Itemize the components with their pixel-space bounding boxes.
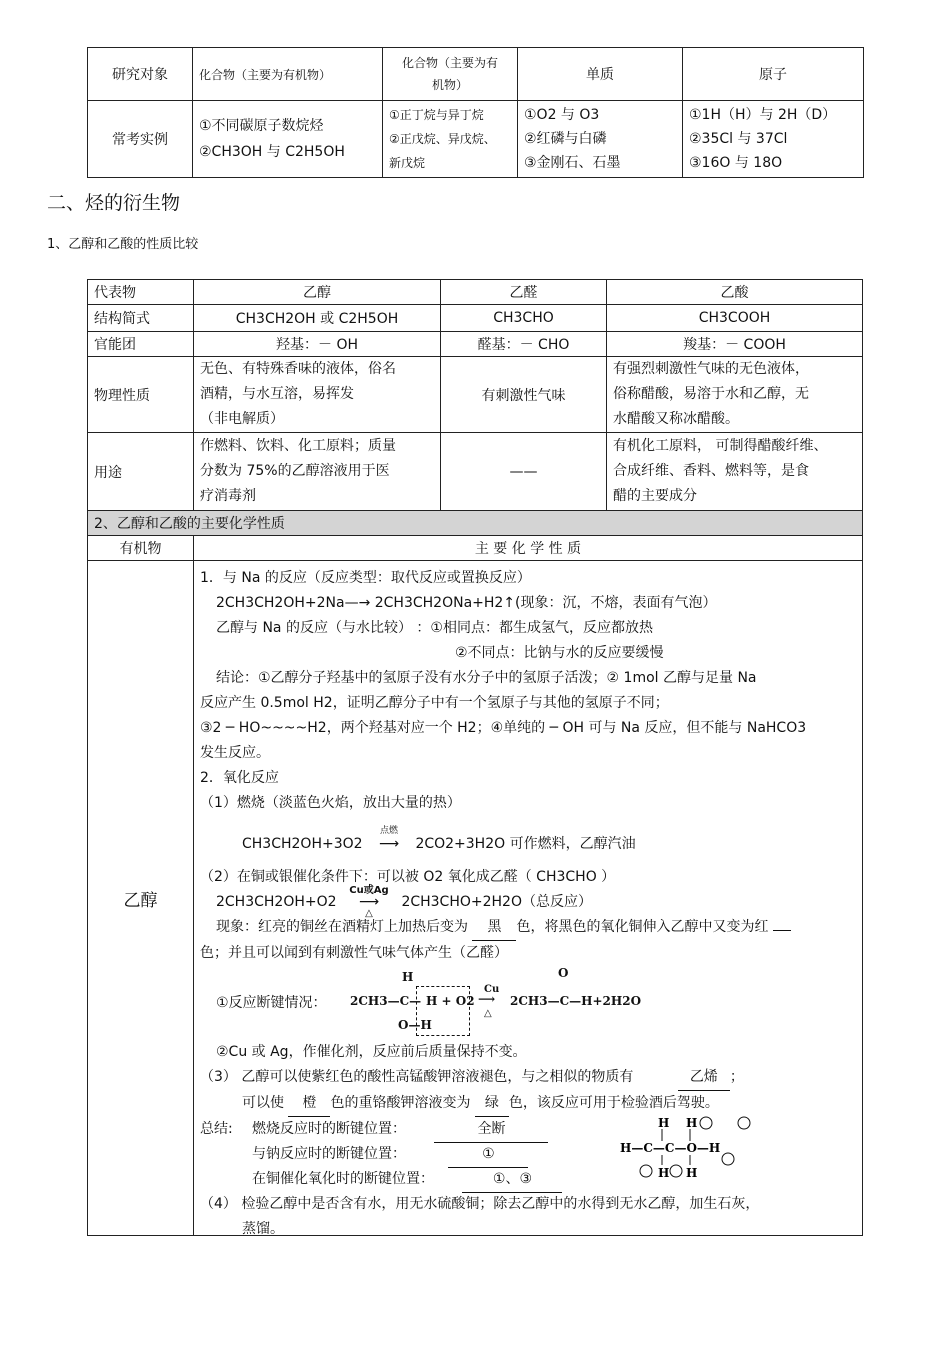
atom: H—C—C—O—H [620, 1141, 721, 1155]
text-line [200, 1065, 860, 1091]
text-line: ②不同点：比钠与水的反应要缓慢 [455, 645, 664, 661]
cell: CH3CHO [441, 305, 607, 332]
atom: H [686, 1116, 698, 1130]
text: CH3CH2OH+3O2 [242, 836, 363, 852]
text: ②35Cl 与 37Cl [689, 131, 788, 147]
comparison-table [87, 47, 864, 178]
text: H + O2 [426, 994, 475, 1008]
combustion-equation [200, 826, 860, 857]
text: 俗称醋酸，易溶于水和乙醇，无 [613, 386, 809, 402]
reaction-arrow [367, 826, 411, 857]
cell [383, 101, 518, 178]
subsection-title: 1、乙醇和乙酸的性质比较 [47, 237, 199, 252]
blank-answer: 绿 [475, 1091, 509, 1117]
text: 醋的主要成分 [613, 488, 697, 504]
row-label: 官能团 [88, 332, 194, 357]
section-row: 2、乙醇和乙酸的主要化学性质 [88, 511, 863, 536]
arrow-icon: ⟶ [378, 836, 400, 852]
text: 2CH3—C—H+2H2O [510, 994, 642, 1008]
text: 合成纤维、香料、燃料等，是食 [613, 463, 809, 479]
text: ②CH3OH 与 C2H5OH [199, 144, 345, 160]
text-line: 2．氧化反应 [200, 770, 279, 786]
text-line: （2）在铜或银催化条件下：可以被 O2 氧化成乙醛（ CH3CHO ） [200, 869, 616, 885]
cell: 有刺激性气味 [441, 357, 607, 433]
text-line: 1．与 Na 的反应（反应类型：取代反应或置换反应） [200, 570, 531, 586]
cell: 原子 [683, 48, 864, 101]
header-cell: 有机物 [88, 536, 194, 561]
text-line [252, 1142, 528, 1168]
blank-answer: 乙烯 [678, 1065, 730, 1091]
text: ①O2 与 O3 [524, 107, 600, 123]
text: 分数为 75%的乙醇溶液用于医 [200, 463, 390, 479]
oxidation-equation [200, 885, 860, 919]
blank-answer: ① [448, 1142, 528, 1168]
row-label: 结构简式 [88, 305, 194, 332]
text-line: ②Cu 或 Ag，作催化剂，反应前后质量保持不变。 [216, 1044, 527, 1060]
text: 机物） [431, 78, 468, 92]
text: （3） 乙醇可以使紫红色的酸性高锰酸钾溶液褪色，与之相似的物质有 [200, 1069, 634, 1085]
blank-answer: 橙 [288, 1091, 330, 1117]
text: 疗消毒剂 [200, 488, 256, 504]
atom: H [658, 1166, 670, 1179]
cell [607, 433, 863, 511]
text-line: 2CH3CH2OH+2Na—→ 2CH3CH2ONa+H2↑(现象：沉，不熔，表面有气泡） [216, 595, 717, 611]
text-line [252, 1117, 548, 1143]
text: O [558, 966, 569, 980]
cell: 化合物（主要为有机物） [193, 48, 383, 101]
cell [194, 357, 441, 433]
organic-label: 乙醇 [88, 561, 194, 1236]
text-line: 蒸馏。 [242, 1221, 284, 1237]
text: 2CH3—C— [350, 994, 422, 1008]
section-title: 二、烃的衍生物 [47, 192, 181, 214]
blank-answer [773, 930, 791, 931]
header-cell: 代表物 [88, 280, 194, 305]
bond-break-diagram [350, 966, 650, 1040]
text: 有机化工原料， 可制得醋酸纤维、 [613, 438, 828, 454]
cell: CH3CH2OH 或 C2H5OH [194, 305, 441, 332]
row-label: 物理性质 [88, 357, 194, 433]
bond-number-1 [738, 1117, 750, 1129]
text: ①正丁烷与异丁烷 [389, 108, 484, 122]
atom: H [686, 1166, 698, 1179]
text: 化合物（主要为有 [401, 56, 498, 70]
text: 色，将黑色的氧化铜伸入乙醇中又变为红 [516, 919, 769, 935]
mechanism-row [200, 966, 860, 1040]
text: ②正戊烷、异戊烷、 [389, 132, 496, 146]
ethanol-content [200, 566, 860, 1242]
text: 2CO2+3H2O 可作燃料，乙醇汽油 [415, 836, 636, 852]
blank-answer: 全断 [434, 1117, 548, 1143]
cell: 醛基：－ CHO [441, 332, 607, 357]
cell: 羧基：－ COOH [607, 332, 863, 357]
cell [683, 101, 864, 178]
text: 现象：红亮的铜丝在酒精灯上加热后变为 [216, 919, 468, 935]
text-line [200, 1091, 860, 1117]
text: 在铜催化氧化时的断键位置： [252, 1171, 434, 1187]
text-line: ③2 ─ HO~~~~H2，两个羟基对应一个 H2；④单纯的 ─ OH 可与 Na 反应，但不能与 NaHCO3 [200, 720, 807, 736]
cell [518, 101, 683, 178]
text: 无色、有特殊香味的液体，俗名 [200, 361, 396, 377]
text: 有强烈刺激性气味的无色液体， [613, 361, 809, 377]
summary-label: 总结: [200, 1121, 233, 1137]
blank-answer: ①、③ [462, 1167, 562, 1193]
text: 水醋酸又称冰醋酸。 [613, 411, 739, 427]
text: ①1H（H）与 2H（D） [689, 107, 837, 123]
header-cell: 主 要 化 学 性 质 [194, 536, 863, 561]
bond-number-4 [670, 1165, 682, 1177]
text: ①反应断键情况： [216, 995, 327, 1011]
text-line: 色；并且可以闻到有刺激性气味气体产生（乙醛） [200, 945, 508, 961]
text: 色的重铬酸钾溶液变为 [330, 1095, 471, 1111]
text: 作燃料、饮料、化工原料；质量 [200, 438, 396, 454]
text: 燃烧反应时的断键位置： [252, 1121, 406, 1137]
header-cell: 乙醛 [441, 280, 607, 305]
row-label: 常考实例 [88, 101, 193, 178]
text: ③16O 与 18O [689, 155, 783, 171]
bond-number-5 [640, 1165, 652, 1177]
text: 可以使 [242, 1095, 284, 1111]
row-label: 研究对象 [88, 48, 193, 101]
text: ； [729, 1069, 744, 1085]
header-cell: 乙醇 [194, 280, 441, 305]
condition: Cu [484, 984, 500, 995]
text-line [252, 1167, 562, 1193]
atom: H [658, 1116, 670, 1130]
text: 2CH3CH2OH+O2 [216, 894, 337, 910]
condition: △ [365, 908, 373, 919]
blank-answer: 黑 [472, 915, 516, 941]
cell: 单质 [518, 48, 683, 101]
text: 与钠反应时的断键位置： [252, 1146, 406, 1162]
arrow-icon: ⟶ [358, 894, 380, 910]
text-line: 发生反应。 [200, 745, 270, 761]
text: H [402, 970, 414, 984]
text: （非电解质） [200, 411, 284, 427]
header-cell: 乙酸 [607, 280, 863, 305]
arrow-icon: ⟶ [478, 992, 496, 1006]
ethanol-structure-diagram [620, 1115, 770, 1179]
text: 2CH3CHO+2H2O（总反应） [401, 894, 592, 910]
condition: △ [484, 1008, 492, 1019]
cell [383, 48, 518, 101]
text-line: 乙醇与 Na 的反应（与水比较） ：①相同点：都生成氢气，反应都放热 [216, 620, 653, 636]
cell [194, 433, 441, 511]
cell: CH3COOH [607, 305, 863, 332]
cell [607, 357, 863, 433]
text: ③金刚石、石墨 [524, 155, 621, 171]
cell [193, 101, 383, 178]
condition: Cu或Ag [349, 885, 389, 896]
row-label: 用途 [88, 433, 194, 511]
text: O—H [398, 1018, 432, 1032]
text-line: 反应产生 0.5mol H2，证明乙醇分子中有一个氢原子与其他的氢原子不同； [200, 695, 669, 711]
text-line: （1）燃烧（淡蓝色火焰，放出大量的热） [200, 795, 461, 811]
text: ①不同碳原子数烷烃 [199, 118, 324, 134]
text-line: （4） 检验乙醇中是否含有水，用无水硫酸铜；除去乙醇中的水得到无水乙醇，加生石灰， [200, 1196, 760, 1212]
text: 色，该反应可用于检验酒后驾驶。 [508, 1095, 719, 1111]
text: 新戊烷 [389, 156, 426, 170]
cell: —— [441, 433, 607, 511]
text: 酒精，与水互溶，易挥发 [200, 386, 354, 402]
reaction-arrow [341, 885, 397, 919]
bond-number-3 [722, 1153, 734, 1165]
text-line [200, 915, 860, 941]
bond-number-2 [700, 1117, 712, 1129]
condition: 点燃 [379, 826, 398, 836]
cell: 羟基：－ OH [194, 332, 441, 357]
text-line: 结论：①乙醇分子羟基中的氢原子没有水分子中的氢原子活泼；② 1mol 乙醇与足量 Na [216, 670, 757, 686]
summary-block [200, 1117, 860, 1192]
text: ②红磷与白磷 [524, 131, 607, 147]
